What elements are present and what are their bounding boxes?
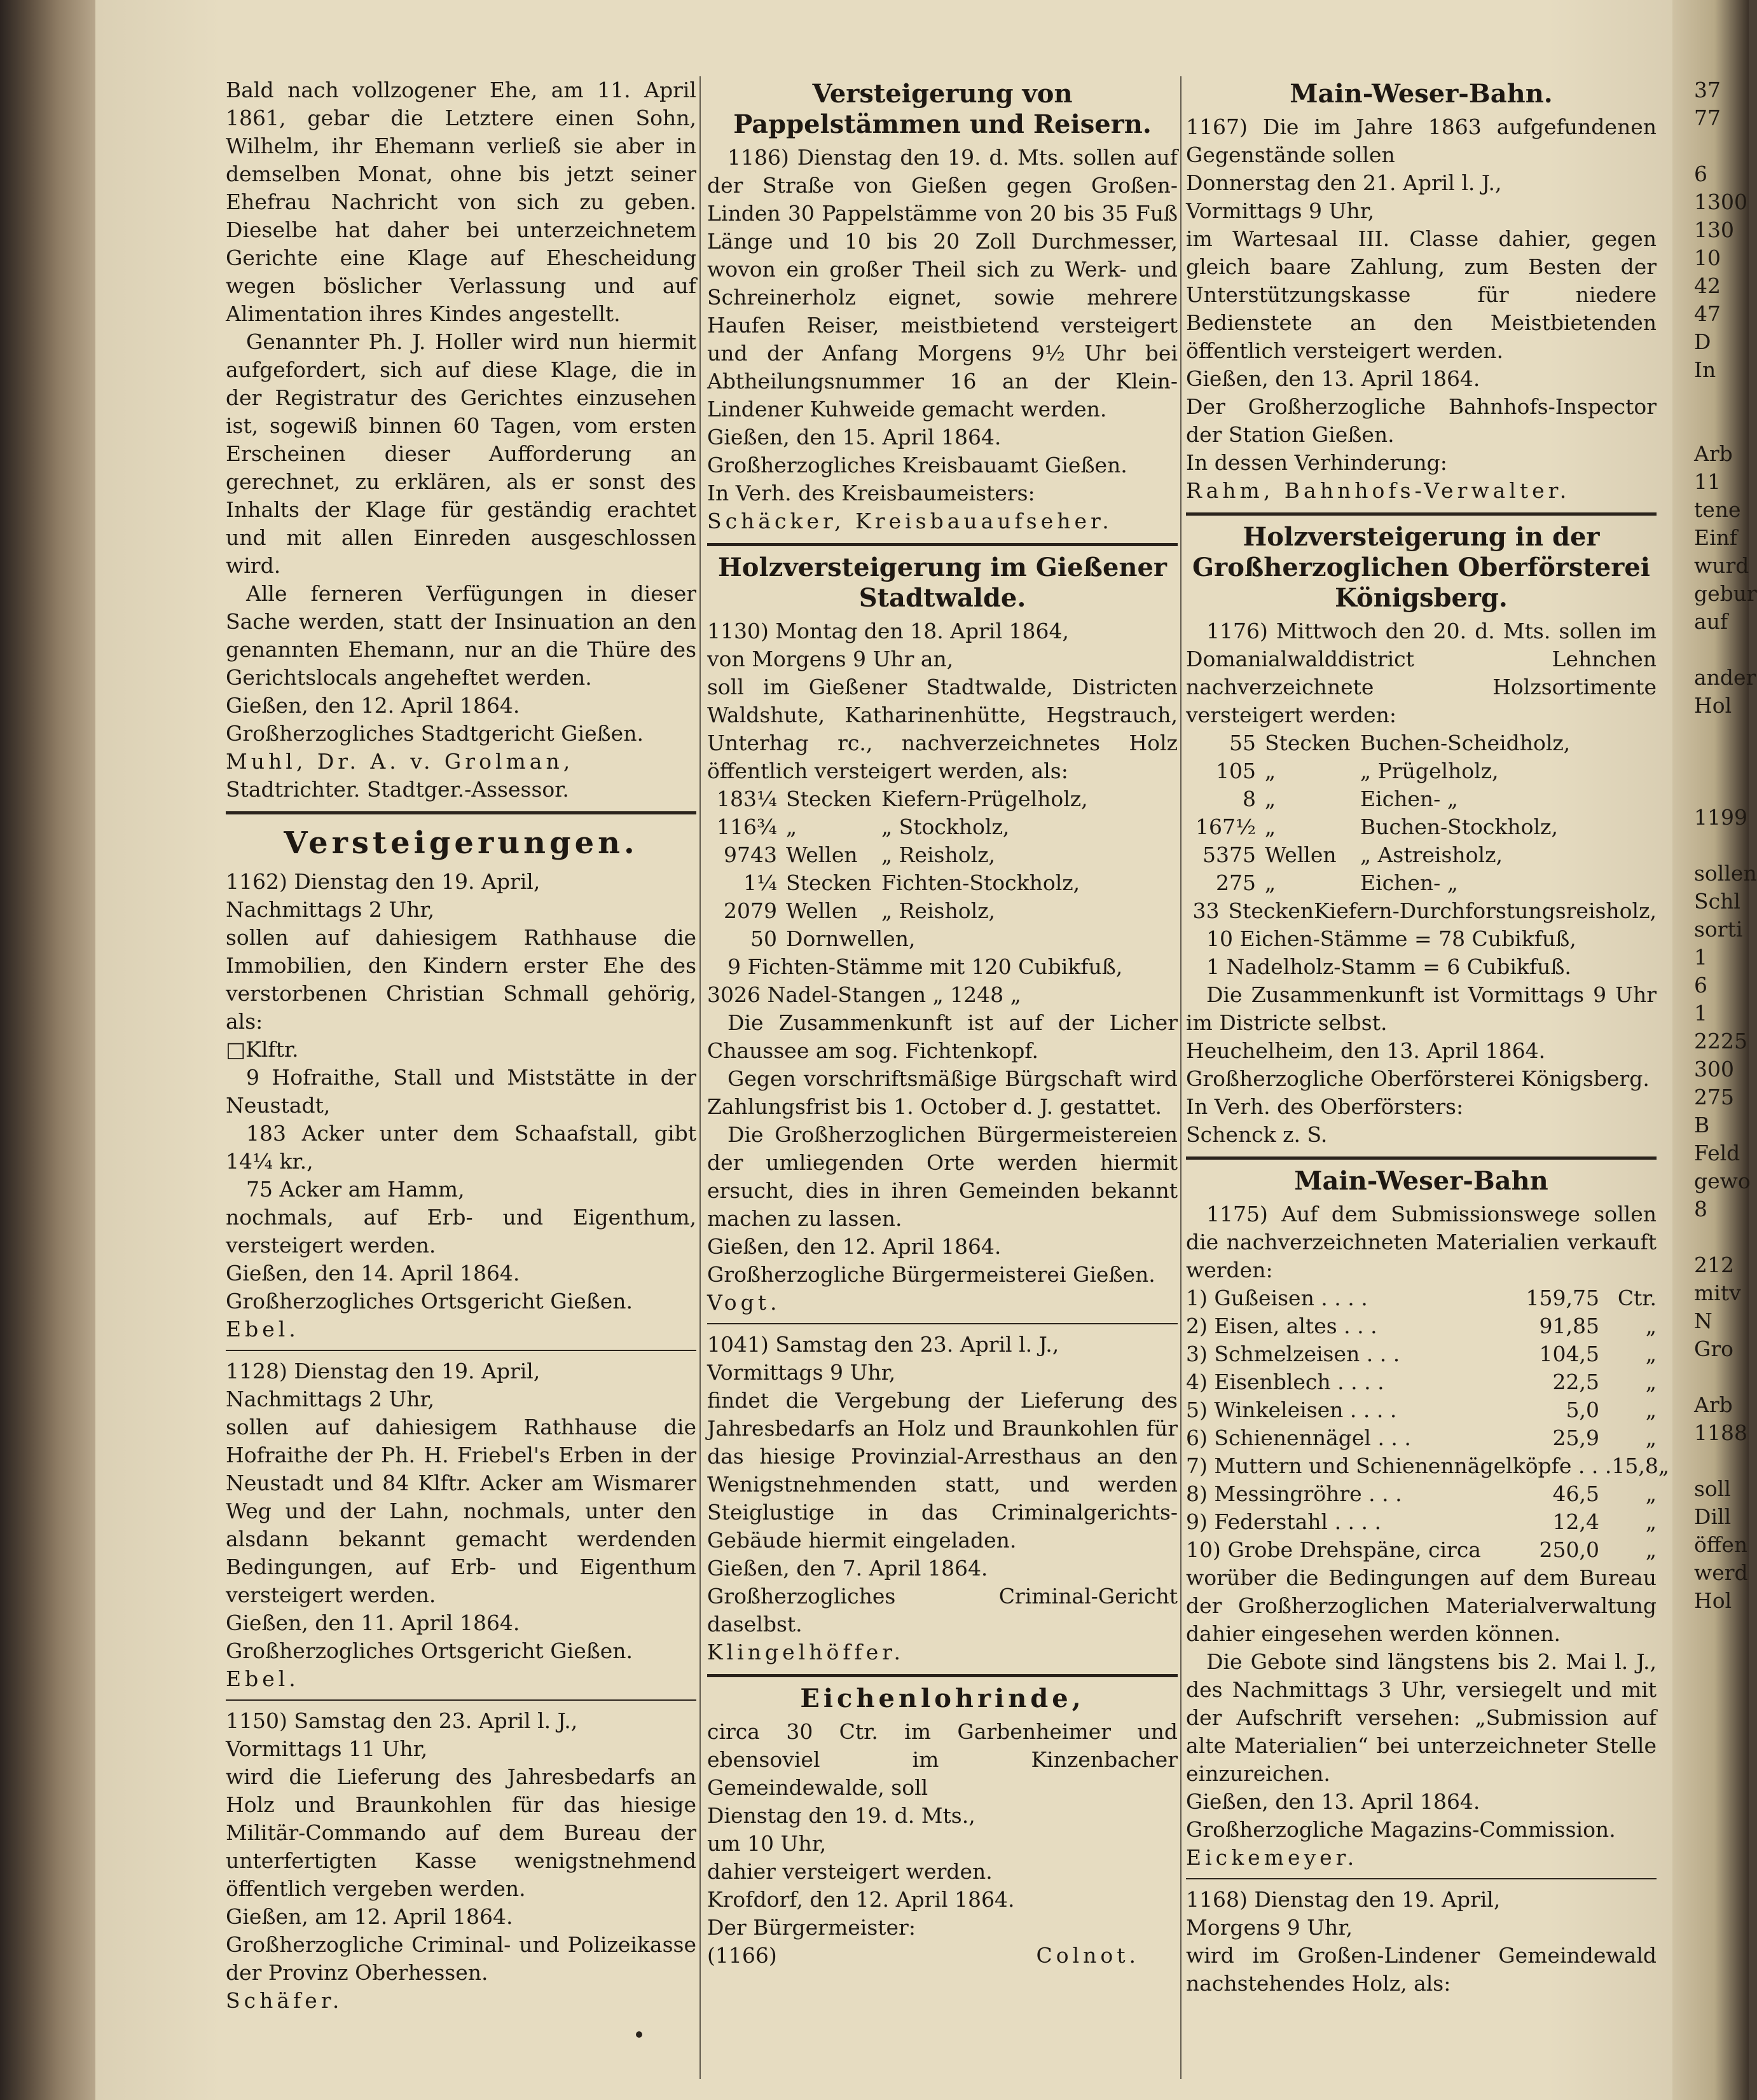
material-name: 6) Schienennägel . . . (1186, 1425, 1411, 1450)
notice-divider (1186, 1878, 1657, 1879)
notice-1167-court: Der Großherzogliche Bahnhofs-Inspector der Station Gießen. (1186, 394, 1657, 447)
notice-1186-verh: In Verh. des Kreisbaumeisters: (707, 481, 1035, 505)
heading-koenigsberg: Holzversteigerung in der Großherzoglichen Oberförsterei Königsberg. (1192, 522, 1651, 613)
notice-1176-text: 1176) Mittwoch den 20. d. Mts. sollen im Domanialwalddistrict Lehnchen nachverzeichnete Holzsortimente versteigert werden: (1186, 619, 1657, 727)
wood-quantity: 2079 (724, 898, 777, 923)
notice-1041-time: Vormittags 9 Uhr, (707, 1360, 896, 1385)
wood-description: „ Astreisholz, (1360, 842, 1503, 867)
notice-1176-verh: In Verh. des Oberförsters: (1186, 1094, 1464, 1119)
section-divider (707, 543, 1178, 546)
wood-unit: „ (1265, 814, 1276, 839)
material-amount: 104,5 (1539, 1342, 1599, 1366)
fragment-line: 8 (1694, 1197, 1707, 1221)
notice-1168-head: 1168) Dienstag den 19. April, (1186, 1887, 1501, 1912)
fragment-line: 6 (1694, 161, 1707, 186)
fragment-line: gebur (1694, 581, 1757, 606)
notice-1162-head: 1162) Dienstag den 19. April, (226, 869, 541, 894)
material-row (1186, 1452, 1669, 1480)
notice-1128-head: 1128) Dienstag den 19. April, (226, 1359, 541, 1383)
material-unit: Ctr. (1617, 1286, 1657, 1310)
fragment-line (1694, 1447, 1749, 1475)
fragment-line: wurd (1694, 553, 1749, 578)
notice-1130-sign: Vogt. (707, 1290, 781, 1315)
notice-1186-text: 1186) Dienstag den 19. d. Mts. sollen auf der Straße von Gießen gegen Großen-Linden 30 Pappelstämme von 20 bis 35 Fuß Länge und 10 bis 20 Zoll Durchmesser, wovon ein großer Theil sich zu Werk- und Schreinerholz eignet, sowie mehrere Haufen Reiser, meistbietend versteigert und der Anfang Morgens 9½ Uhr bei Abtheilungsnummer 16 an der Klein-Lindener Kuhweide gemacht werden. (707, 145, 1178, 422)
wood-row (707, 841, 1178, 869)
notice-1175-text3: Die Gebote sind längstens bis 2. Mai l. J., des Nachmittags 3 Uhr, versiegelt und mit der Aufschrift versehen: „Submission auf alte Materialien“ bei unterzeichneter Stelle einzureichen. (1186, 1649, 1657, 1786)
wood-unit: Stecken (786, 786, 872, 811)
fragment-line: Dill (1694, 1504, 1732, 1529)
wood-quantity: 5375 (1202, 842, 1256, 867)
wood-quantity: 50 (750, 926, 777, 951)
wood-unit: Stecken (1228, 898, 1314, 923)
notice-1162-item: 9 Hofraithe, Stall und Miststätte in der Neustadt, (226, 1065, 696, 1118)
material-unit: „ (1645, 1369, 1657, 1394)
notice-1186-date: Gießen, den 15. April 1864. (707, 425, 1002, 450)
fragment-line: 37 (1694, 78, 1721, 102)
wood-description: „ Prügelholz, (1360, 758, 1499, 783)
wood-unit: „ (1265, 786, 1276, 811)
wood-quantity: 167½ (1195, 814, 1256, 839)
fragment-line: 1199 (1694, 805, 1747, 830)
fragment-line: In (1694, 357, 1716, 382)
material-unit: „ (1645, 1342, 1657, 1366)
wood-description: „ Stockholz, (881, 814, 1010, 839)
notice-1041-court: Großherzogliches Criminal-Gericht daselbst. (707, 1584, 1178, 1637)
notice-1168-text: wird im Großen-Lindener Gemeindewald nachstehendes Holz, als: (1186, 1943, 1657, 1996)
notice-1150-time: Vormittags 11 Uhr, (226, 1736, 428, 1761)
wood-row (1186, 813, 1657, 841)
material-name: 3) Schmelzeisen . . . (1186, 1342, 1400, 1366)
fragment-line: 130 (1694, 217, 1734, 242)
notice-1162-text: sollen auf dahiesigem Rathhause die Immobilien, den Kindern erster Ehe des verstorbenen Christian Schmall gehörig, als: (226, 925, 696, 1034)
notice-titles: Stadtrichter. Stadtger.-Assessor. (226, 777, 569, 802)
fragment-line: Einf (1694, 525, 1738, 550)
material-row (1186, 1368, 1657, 1396)
fragment-line: Schl (1694, 889, 1740, 914)
fragment-line: 11 (1694, 469, 1721, 494)
fragment-line (1694, 1223, 1749, 1251)
material-unit: „ (1645, 1537, 1657, 1562)
notice-1130-text: soll im Gießener Stadtwalde, Districten Waldshute, Katharinenhütte, Hegstrauch, Unterhag rc., nachverzeichnetes Holz öffentlich versteigert werden, als: (707, 675, 1178, 783)
notice-1167-text: 1167) Die im Jahre 1863 aufgefundenen Gegenstände sollen (1186, 114, 1657, 167)
wood-list (1186, 729, 1657, 925)
wood-row (707, 785, 1178, 813)
wood-unit: Wellen (786, 898, 858, 923)
fragment-line: 1300 (1694, 189, 1747, 214)
notice-divider (226, 1699, 696, 1701)
fragment-line: sorti (1694, 917, 1743, 942)
notice-signatures: Muhl, Dr. A. v. Grolman, (226, 749, 574, 774)
fragment-line (1694, 832, 1749, 860)
wood-unit: „ (1265, 758, 1276, 783)
material-row (1186, 1340, 1657, 1368)
notice-1162-time: Nachmittags 2 Uhr, (226, 897, 435, 922)
notice-1167-text2: im Wartesaal III. Classe dahier, gegen gleich baare Zahlung, zum Besten der Unterstützungskasse für niedere Bedienstete an den Meistbietenden öffentlich versteigert werden. (1186, 226, 1657, 363)
heading-main-weser-bahn-2: Main-Weser-Bahn (1294, 1166, 1548, 1196)
section-divider (226, 811, 696, 814)
fragment-line: öffen (1694, 1532, 1748, 1557)
fragment-line: werd (1694, 1560, 1748, 1585)
notice-1166-footer (707, 1942, 1178, 1970)
notice-1162-court: Großherzogliches Ortsgericht Gießen. (226, 1289, 633, 1314)
section-divider (1186, 1156, 1657, 1160)
material-unit: „ (1645, 1425, 1657, 1450)
notice-1162-text2: nochmals, auf Erb- und Eigenthum, versteigert werden. (226, 1205, 696, 1258)
material-amount: 91,85 (1539, 1314, 1599, 1338)
wood-extra: 1 Nadelholz-Stamm = 6 Cubikfuß. (1206, 954, 1571, 979)
notice-1150-text: wird die Lieferung des Jahresbedarfs an Holz und Braunkohlen für das hiesige Militär-Commando auf dem Bureau der unterfertigten Kasse wenigstnehmend öffentlich vergeben werden. (226, 1764, 696, 1901)
wood-description: Eichen- „ (1360, 786, 1458, 811)
notice-1167-verh: In dessen Verhinderung: (1186, 450, 1447, 475)
material-row (1186, 1424, 1657, 1452)
notice-1150-sign: Schäfer. (226, 1988, 343, 2013)
material-amount: 22,5 (1552, 1369, 1599, 1394)
column-middle (707, 76, 1178, 2098)
wood-quantity: 9743 (724, 842, 777, 867)
notice-1176-court: Großherzogliche Oberförsterei Königsberg. (1186, 1066, 1650, 1091)
fragment-line: 10 (1694, 245, 1721, 270)
notice-1176-sign: Schenck z. S. (1186, 1122, 1328, 1147)
fragment-line: 275 (1694, 1085, 1734, 1109)
wood-description: Fichten-Stockholz, (881, 870, 1080, 895)
notice-1166-number: (1166) (707, 1943, 777, 1968)
section-divider (707, 1674, 1178, 1677)
column-left (226, 76, 696, 2098)
heading-stadtwald: Holzversteigerung im Gießener Stadtwalde. (717, 552, 1168, 613)
wood-quantity: 183¼ (717, 786, 777, 811)
material-name: 10) Grobe Drehspäne, circa (1186, 1537, 1481, 1562)
wood-row (1186, 757, 1657, 785)
notice-1130-court: Großherzogliche Bürgermeisterei Gießen. (707, 1262, 1155, 1287)
book-spine (0, 0, 95, 2100)
notice-1167-sign: Rahm, Bahnhofs-Verwalter. (1186, 478, 1571, 503)
notice-1167-day: Donnerstag den 21. April l. J., (1186, 170, 1502, 195)
materials-list (1186, 1284, 1669, 1564)
notice-1186-sign: Schäcker, Kreisbauaufseher. (707, 509, 1113, 533)
fragment-line: D (1694, 329, 1711, 354)
unit-label: □Klftr. (226, 1037, 299, 1062)
fragment-line: 6 (1694, 973, 1707, 998)
notice-1150-head: 1150) Samstag den 23. April l. J., (226, 1708, 578, 1733)
notice-1130-head: 1130) Montag den 18. April 1864, (707, 619, 1069, 643)
fragment-line: soll (1694, 1476, 1731, 1501)
notice-1128-date: Gießen, den 11. April 1864. (226, 1610, 520, 1635)
notice-1175-court: Großherzogliche Magazins-Commission. (1186, 1817, 1616, 1842)
material-amount: 25,9 (1552, 1425, 1599, 1450)
wood-quantity: 116¾ (717, 814, 777, 839)
fragment-line: N (1694, 1308, 1712, 1333)
notice-divider (226, 1350, 696, 1351)
fragment-line (1694, 412, 1749, 440)
fragment-line: Arb (1694, 441, 1733, 466)
wood-description: „ Reisholz, (881, 842, 996, 867)
column-right (1186, 76, 1669, 2098)
fragment-line: ander (1694, 665, 1756, 690)
fragment-line: 2225 (1694, 1029, 1747, 1053)
wood-extra: 10 Eichen-Stämme = 78 Cubikfuß, (1206, 926, 1576, 951)
notice-1130-req: Die Großherzoglichen Bürgermeistereien der umliegenden Orte werden hiermit ersucht, dies in ihren Gemeinden bekannt machen zu lassen. (707, 1122, 1178, 1231)
notice-1175-date: Gießen, den 13. April 1864. (1186, 1789, 1480, 1814)
material-unit: „ (1645, 1509, 1657, 1534)
notice-1128-text: sollen auf dahiesigem Rathhause die Hofraithe der Ph. H. Friebel's Erben in der Neustadt und 84 Klftr. Acker am Wismarer Weg und der Lahn, nochmals, unter den alsdann bekannt gemacht werdenden Bedingungen, auf Erb- und Eigenthum versteigert werden. (226, 1415, 696, 1607)
wood-description: Buchen-Stockholz, (1360, 814, 1558, 839)
material-amount: 159,75 (1526, 1286, 1599, 1310)
wood-quantity: 8 (1243, 786, 1256, 811)
material-row (1186, 1312, 1657, 1340)
material-name: 5) Winkeleisen . . . . (1186, 1397, 1397, 1422)
notice-1130-time: von Morgens 9 Uhr an, (707, 647, 954, 671)
fragment-line: Gro (1694, 1336, 1734, 1361)
material-amount: 12,4 (1552, 1509, 1599, 1534)
notice-1167-time: Vormittags 9 Uhr, (1186, 198, 1375, 223)
fragment-line: tene (1694, 497, 1741, 522)
intro-paragraph: Bald nach vollzogener Ehe, am 11. April 1861, gebar die Letztere einen Sohn, Wilhelm, ihr Ehemann verließ sie aber in demselben Monat, ohne bis jetzt seiner Ehefrau Nachricht von sich zu geben. Dieselbe hat daher bei unterzeichnetem Gerichte eine Klage auf Ehescheidung wegen böslicher Verlassung und auf Alimentation ihres Kindes angestellt. (226, 78, 696, 326)
wood-row (707, 813, 1178, 841)
next-page-fragments (1694, 76, 1757, 2098)
section-divider (1186, 512, 1657, 516)
notice-1041-text: findet die Vergebung der Lieferung des Jahresbedarfs an Holz und Braunkohlen für das hiesige Provinzial-Arresthaus an den Wenigstnehmenden statt, und werden Steiglustige in das Criminalgerichts-Gebäude hiermit eingeladen. (707, 1388, 1178, 1553)
summons-paragraph: Genannter Ph. J. Holler wird nun hiermit aufgefordert, sich auf diese Klage, die in der Registratur des Gerichtes einzusehen ist, sogewiß binnen 60 Tagen, vom ersten Erscheinen dieser Aufforderung an gerechnet, zu erklären, als er sonst des Inhalts der Klage für geständig erachtet und mit allen Einreden ausgeschlossen wird. (226, 329, 696, 578)
material-name: 1) Gußeisen . . . . (1186, 1286, 1368, 1310)
material-amount: 250,0 (1539, 1537, 1599, 1562)
notice-1128-time: Nachmittags 2 Uhr, (226, 1387, 435, 1411)
notice-1166-day: Dienstag den 19. d. Mts., (707, 1803, 975, 1828)
wood-unit: Stecken (786, 870, 872, 895)
ink-dot (636, 2031, 642, 2038)
heading-main-weser-bahn: Main-Weser-Bahn. (1290, 79, 1553, 109)
notice-1128-sign: Ebel. (226, 1666, 300, 1691)
wood-row (1186, 869, 1657, 897)
fragment-line: sollen (1694, 861, 1757, 886)
wood-quantity: 105 (1216, 758, 1256, 783)
notice-1041-date: Gießen, den 7. April 1864. (707, 1556, 988, 1581)
wood-row (707, 869, 1178, 897)
wood-description: Kiefern-Durchforstungsreisholz, (1314, 898, 1657, 923)
notice-1166-text2: dahier versteigert werden. (707, 1859, 993, 1884)
notice-1150-date: Gießen, am 12. April 1864. (226, 1904, 513, 1929)
fragment-line: 1 (1694, 945, 1707, 970)
notice-1162-item: 183 Acker unter dem Schaafstall, gibt 14¼ kr., (226, 1121, 696, 1174)
wood-description: Eichen- „ (1360, 870, 1458, 895)
notice-1166-time: um 10 Uhr, (707, 1831, 827, 1856)
wood-extra: 3026 Nadel-Stangen „ 1248 „ (707, 982, 1021, 1007)
notice-1128-court: Großherzogliches Ortsgericht Gießen. (226, 1638, 633, 1663)
wood-unit: Wellen (1265, 842, 1337, 867)
notice-divider (707, 1323, 1178, 1324)
notice-paragraph: Alle ferneren Verfügungen in dieser Sache werden, statt der Insinuation an den genannten Ehemann, nur an die Thüre des Gerichtslocals angeheftet werden. (226, 581, 696, 690)
wood-quantity: 33 (1192, 898, 1220, 923)
fragment-line: 1188 (1694, 1420, 1747, 1445)
notice-1041-head: 1041) Samstag den 23. April l. J., (707, 1332, 1059, 1357)
material-row (1186, 1284, 1657, 1312)
notice-1130-pay: Gegen vorschriftsmäßige Bürgschaft wird Zahlungsfrist bis 1. October d. J. gestattet. (707, 1066, 1178, 1119)
notice-1166-mayor: Der Bürgermeister: (707, 1915, 916, 1940)
heading-pappel: Versteigerung von Pappelstämmen und Reisern. (733, 79, 1152, 139)
fragment-line: gewo (1694, 1169, 1751, 1193)
material-row (1186, 1536, 1657, 1564)
fragment-line (1694, 384, 1749, 412)
material-unit: „ (1645, 1481, 1657, 1506)
notice-court: Großherzogliches Stadtgericht Gießen. (226, 721, 644, 746)
material-unit: „ (1645, 1314, 1657, 1338)
notice-1175-text2: worüber die Bedingungen auf dem Bureau der Großherzoglichen Materialverwaltung dahier eingesehen werden können. (1186, 1565, 1657, 1646)
fragment-line: Arb (1694, 1392, 1733, 1417)
notice-1167-date: Gießen, den 13. April 1864. (1186, 366, 1480, 391)
notice-1130-date: Gießen, den 12. April 1864. (707, 1234, 1002, 1259)
notice-1176-meet: Die Zusammenkunft ist Vormittags 9 Uhr im Districte selbst. (1186, 982, 1657, 1035)
fragment-line (1694, 720, 1749, 748)
wood-extra: 9 Fichten-Stämme mit 120 Cubikfuß, (727, 954, 1123, 979)
notice-1175-sign: Eickemeyer. (1186, 1845, 1358, 1870)
fragment-line (1694, 1363, 1749, 1391)
fragment-line: 300 (1694, 1057, 1734, 1081)
fragment-line (1694, 132, 1749, 160)
wood-unit: Dornwellen, (786, 926, 916, 951)
notice-1162-item: 75 Acker am Hamm, (246, 1177, 465, 1202)
material-name: 7) Muttern und Schienennägelköpfe . . . (1186, 1453, 1612, 1478)
fragment-line (1694, 748, 1749, 776)
wood-quantity: 1¼ (743, 870, 777, 895)
fragment-line: 77 (1694, 106, 1721, 130)
wood-quantity: 275 (1216, 870, 1256, 895)
fragment-line: Feld (1694, 1141, 1740, 1165)
heading-eichenlohrinde: Eichenlohrinde, (800, 1684, 1085, 1713)
material-unit: „ (1658, 1453, 1669, 1478)
fragment-line: mitv (1694, 1280, 1741, 1305)
wood-list (707, 785, 1178, 953)
fragment-line: 212 (1694, 1252, 1734, 1277)
notice-1166-sign: Colnot. (1036, 1943, 1140, 1968)
notice-1175-text: 1175) Auf dem Submissionswege sollen die nachverzeichneten Materialien verkauft werden: (1186, 1202, 1657, 1282)
section-title: Versteigerungen. (284, 825, 638, 861)
notice-1162-sign: Ebel. (226, 1317, 300, 1342)
fragment-line: 42 (1694, 273, 1721, 298)
notice-1176-date: Heuchelheim, den 13. April 1864. (1186, 1038, 1546, 1063)
notice-1041-sign: Klingelhöffer. (707, 1640, 904, 1664)
wood-row (707, 925, 1178, 953)
wood-description: „ Reisholz, (881, 898, 996, 923)
material-name: 4) Eisenblech . . . . (1186, 1369, 1384, 1394)
material-unit: „ (1645, 1397, 1657, 1422)
wood-unit: Stecken (1265, 731, 1351, 755)
column-divider-2 (1180, 76, 1182, 2079)
material-row (1186, 1480, 1657, 1508)
notice-1168-time: Morgens 9 Uhr, (1186, 1915, 1353, 1940)
material-name: 8) Messingröhre . . . (1186, 1481, 1402, 1506)
wood-row (1186, 897, 1657, 925)
wood-quantity: 55 (1229, 731, 1256, 755)
notice-1166-text: circa 30 Ctr. im Garbenheimer und ebensoviel im Kinzenbacher Gemeindewalde, soll (707, 1719, 1178, 1800)
fragment-line (1694, 636, 1749, 664)
wood-unit: „ (786, 814, 797, 839)
notice-1162-date: Gießen, den 14. April 1864. (226, 1261, 520, 1286)
fragment-line: 47 (1694, 301, 1721, 326)
wood-unit: „ (1265, 870, 1276, 895)
wood-row (707, 897, 1178, 925)
notice-1166-date: Krofdorf, den 12. April 1864. (707, 1887, 1015, 1912)
notice-date: Gießen, den 12. April 1864. (226, 693, 520, 718)
notice-1130-meet: Die Zusammenkunft ist auf der Licher Chaussee am sog. Fichtenkopf. (707, 1010, 1178, 1063)
fragment-line: auf (1694, 609, 1728, 634)
material-amount: 5,0 (1566, 1397, 1599, 1422)
notice-1186-court: Großherzogliches Kreisbauamt Gießen. (707, 453, 1127, 477)
column-divider-1 (699, 76, 701, 2079)
wood-description: Kiefern-Prügelholz, (881, 786, 1088, 811)
notice-1150-court: Großherzogliche Criminal- und Polizeikasse der Provinz Oberhessen. (226, 1932, 696, 1985)
material-row (1186, 1508, 1657, 1536)
wood-row (1186, 841, 1657, 869)
wood-row (1186, 729, 1657, 757)
fragment-line: Hol (1694, 693, 1732, 718)
fragment-line: 1 (1694, 1001, 1707, 1026)
wood-row (1186, 785, 1657, 813)
fragment-line (1694, 776, 1749, 804)
wood-unit: Wellen (786, 842, 858, 867)
fragment-line: B (1694, 1113, 1710, 1137)
fragment-line: Hol (1694, 1588, 1732, 1613)
material-amount: 15,8 (1611, 1453, 1658, 1478)
material-row (1186, 1396, 1657, 1424)
material-name: 2) Eisen, altes . . . (1186, 1314, 1377, 1338)
material-name: 9) Federstahl . . . . (1186, 1509, 1382, 1534)
material-amount: 46,5 (1552, 1481, 1599, 1506)
wood-description: Buchen-Scheidholz, (1360, 731, 1571, 755)
